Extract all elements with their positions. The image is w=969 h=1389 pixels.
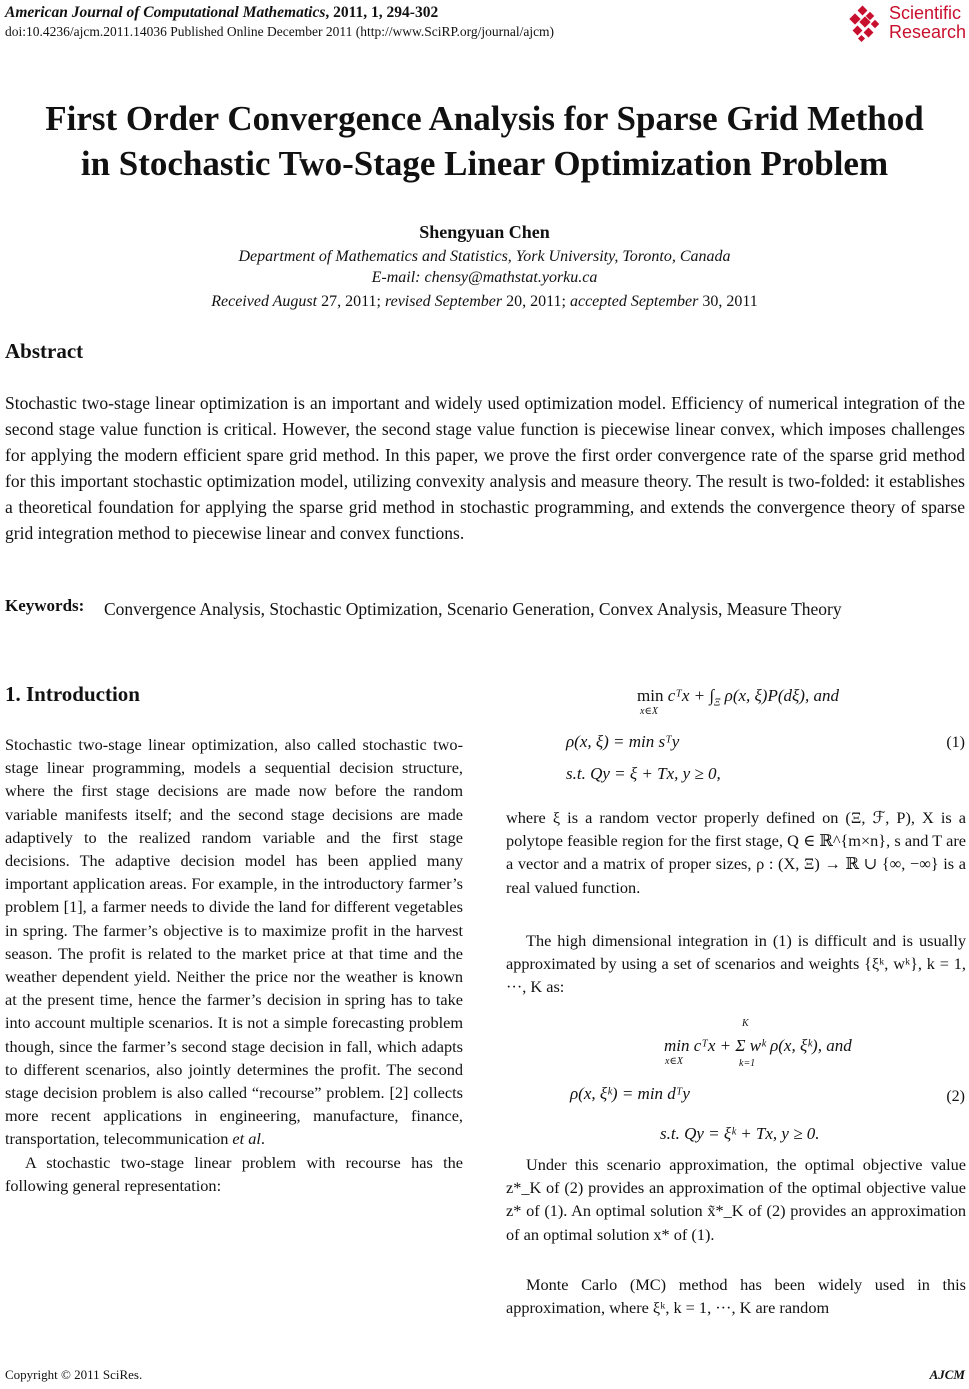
keywords-text: Convergence Analysis, Stochastic Optimization, Scenario Generation, Convex Analysis, Measure Theory <box>104 599 842 619</box>
received-day: 27, 2011; <box>317 293 385 310</box>
eq1-rest: cᵀx + ∫ <box>667 686 714 705</box>
right-paragraph-1 <box>506 806 966 899</box>
title-line-1: First Order Convergence Analysis for Sparse Grid Method <box>45 99 924 138</box>
equation-2-number: (2) <box>946 1088 965 1105</box>
equation-1-line-3: s.t. Qy = ξ + Tx, y ≥ 0, <box>566 764 721 783</box>
section-heading: 1. Introduction <box>5 682 140 706</box>
doi-line: doi:10.4236/ajcm.2011.14036 Published Online December 2011 (http://www.SciRP.org/journal/ajcm) <box>5 24 555 39</box>
publisher-logo <box>845 2 967 46</box>
author-name: Shengyuan Chen <box>419 222 550 242</box>
accepted-day: 30, 2011 <box>698 293 758 310</box>
etal-text: et al <box>232 1129 261 1149</box>
eq2-sum-bottom: k=1 <box>739 1058 756 1069</box>
journal-citation <box>5 4 438 22</box>
abstract-text: Stochastic two-stage linear optimization is an important and widely used optimization model. Efficiency of numerical integration of the second stage value function is critical. However, the second stage value function is piecewise linear convex, which imposes challenges for applying the modern efficient spare grid method. In this paper, we prove the first order convergence rate of the sparse grid method for this important stochastic optimization model, utilizing convexity analysis and measure theory. The result is two-folded: it establishes a theoretical foundation for applying the sparse grid method in stochastic programming, and extends the convergence theory of sparse grid integration method to piecewise linear and convex functions. <box>5 393 965 543</box>
eq1-int-sub: Ξ <box>714 697 721 709</box>
intro-paragraph-1-end: . <box>260 1129 265 1149</box>
logo-line-2: Research <box>889 22 967 42</box>
equation-2-line-1: min cᵀx + Σ wᵏ ρ(x, ξᵏ), and <box>664 1036 852 1055</box>
eq2-sum-top: K <box>742 1018 749 1029</box>
copyright-footer: Copyright © 2011 SciRes. <box>5 1367 143 1382</box>
accepted-label: accepted September <box>569 293 699 310</box>
eq1-min: min <box>637 686 664 705</box>
intro-paragraph-1 <box>5 733 463 1151</box>
eq1-min-subscript: x∈X <box>640 706 658 717</box>
equation-2-line-3: s.t. Qy = ξᵏ + Tx, y ≥ 0. <box>660 1124 820 1143</box>
intro-paragraph-2: A stochastic two-stage linear problem with recourse has the following general representation: <box>5 1152 463 1195</box>
received-label: Received August <box>211 293 318 310</box>
eq1-tail: ρ(x, ξ)P(dξ), and <box>724 686 839 705</box>
logo-line-1: Scientific <box>889 3 962 23</box>
keywords-label: Keywords: <box>5 596 85 615</box>
right-paragraph-2: The high dimensional integration in (1) is difficult and is usually approximated by using a set of scenarios and weights {ξᵏ, wᵏ}, k = 1, ···, K as: <box>506 931 966 997</box>
author-email: E-mail: chensy@mathstat.yorku.ca <box>371 269 598 286</box>
eq2-min-subscript: x∈X <box>665 1056 683 1067</box>
right-paragraph-4: Monte Carlo (MC) method has been widely used in this approximation, where ξᵏ, k = 1, ···, K are random <box>506 1275 966 1318</box>
title-line-2: in Stochastic Two-Stage Linear Optimization Problem <box>80 144 889 183</box>
where-text: where <box>506 808 546 827</box>
journal-volume: , 2011, 1, 294-302 <box>325 4 439 21</box>
equation-1-number: (1) <box>946 734 965 751</box>
journal-name: American Journal of Computational Mathematics <box>5 4 326 21</box>
author-affiliation: Department of Mathematics and Statistics, York University, Toronto, Canada <box>238 248 731 265</box>
logo-text <box>889 4 966 42</box>
left-column <box>5 733 463 1197</box>
logo-mark-icon <box>845 5 885 43</box>
revised-day: 20, 2011; <box>502 293 570 310</box>
right-paragraph-1-text: ξ is a random vector properly defined on (Ξ, ℱ, P), X is a polytope feasible region for the first stage, Q ∈ ℝ^{m×n}, s and T are a vector and a matrix of proper sizes, ρ : (X, Ξ) → ℝ ∪ {∞, −∞} is a real valued function. <box>506 808 966 897</box>
abstract-heading: Abstract <box>5 339 84 363</box>
submission-dates <box>0 293 969 311</box>
revised-label: revised September <box>384 293 503 310</box>
equation-2-line-2: ρ(x, ξᵏ) = min dᵀy <box>570 1084 690 1103</box>
paper-title <box>0 96 969 186</box>
intro-paragraph-1-text: Stochastic two-stage linear optimization, also called stochastic two-stage linear programming, models a sequential decision structure, where the first stage decisions are made now before the random variable manifests itself; and the second stage decisions are made adaptively to the realized random variable and the first stage decisions. The adaptive decision model has been applied many important application areas. For example, in the introductory farmer’s problem [1], a farmer needs to divide the land for different vegetables in spring. The farmer’s objective is to maximize profit in the harvest season. The profit is related to the market price at that time and the weather dependent yield. Neither the price nor the weather is known at the present time, hence the farmer’s decision in spring has to take into account multiple scenarios. It is not a simple forecasting problem though, since the farmer’s second stage decision in fall, which adapts to different scenarios, also jointly determines the profit. The second stage decision problem is also called “recourse” problem. [2] collects more recent applications in engineering, manufacture, finance, transportation, telecommunication <box>5 735 463 1149</box>
equation-1-line-1 <box>637 686 839 708</box>
right-paragraph-3: Under this scenario approximation, the optimal objective value z*_K of (2) provides an approximation of the optimal objective value z* of (1). An optimal solution x̃*_K of (2) provides an approximation of an optimal solution x* of (1). <box>506 1155 966 1244</box>
journal-abbrev-footer: AJCM <box>929 1367 965 1382</box>
equation-1-line-2: ρ(x, ξ) = min sᵀy <box>566 732 680 751</box>
